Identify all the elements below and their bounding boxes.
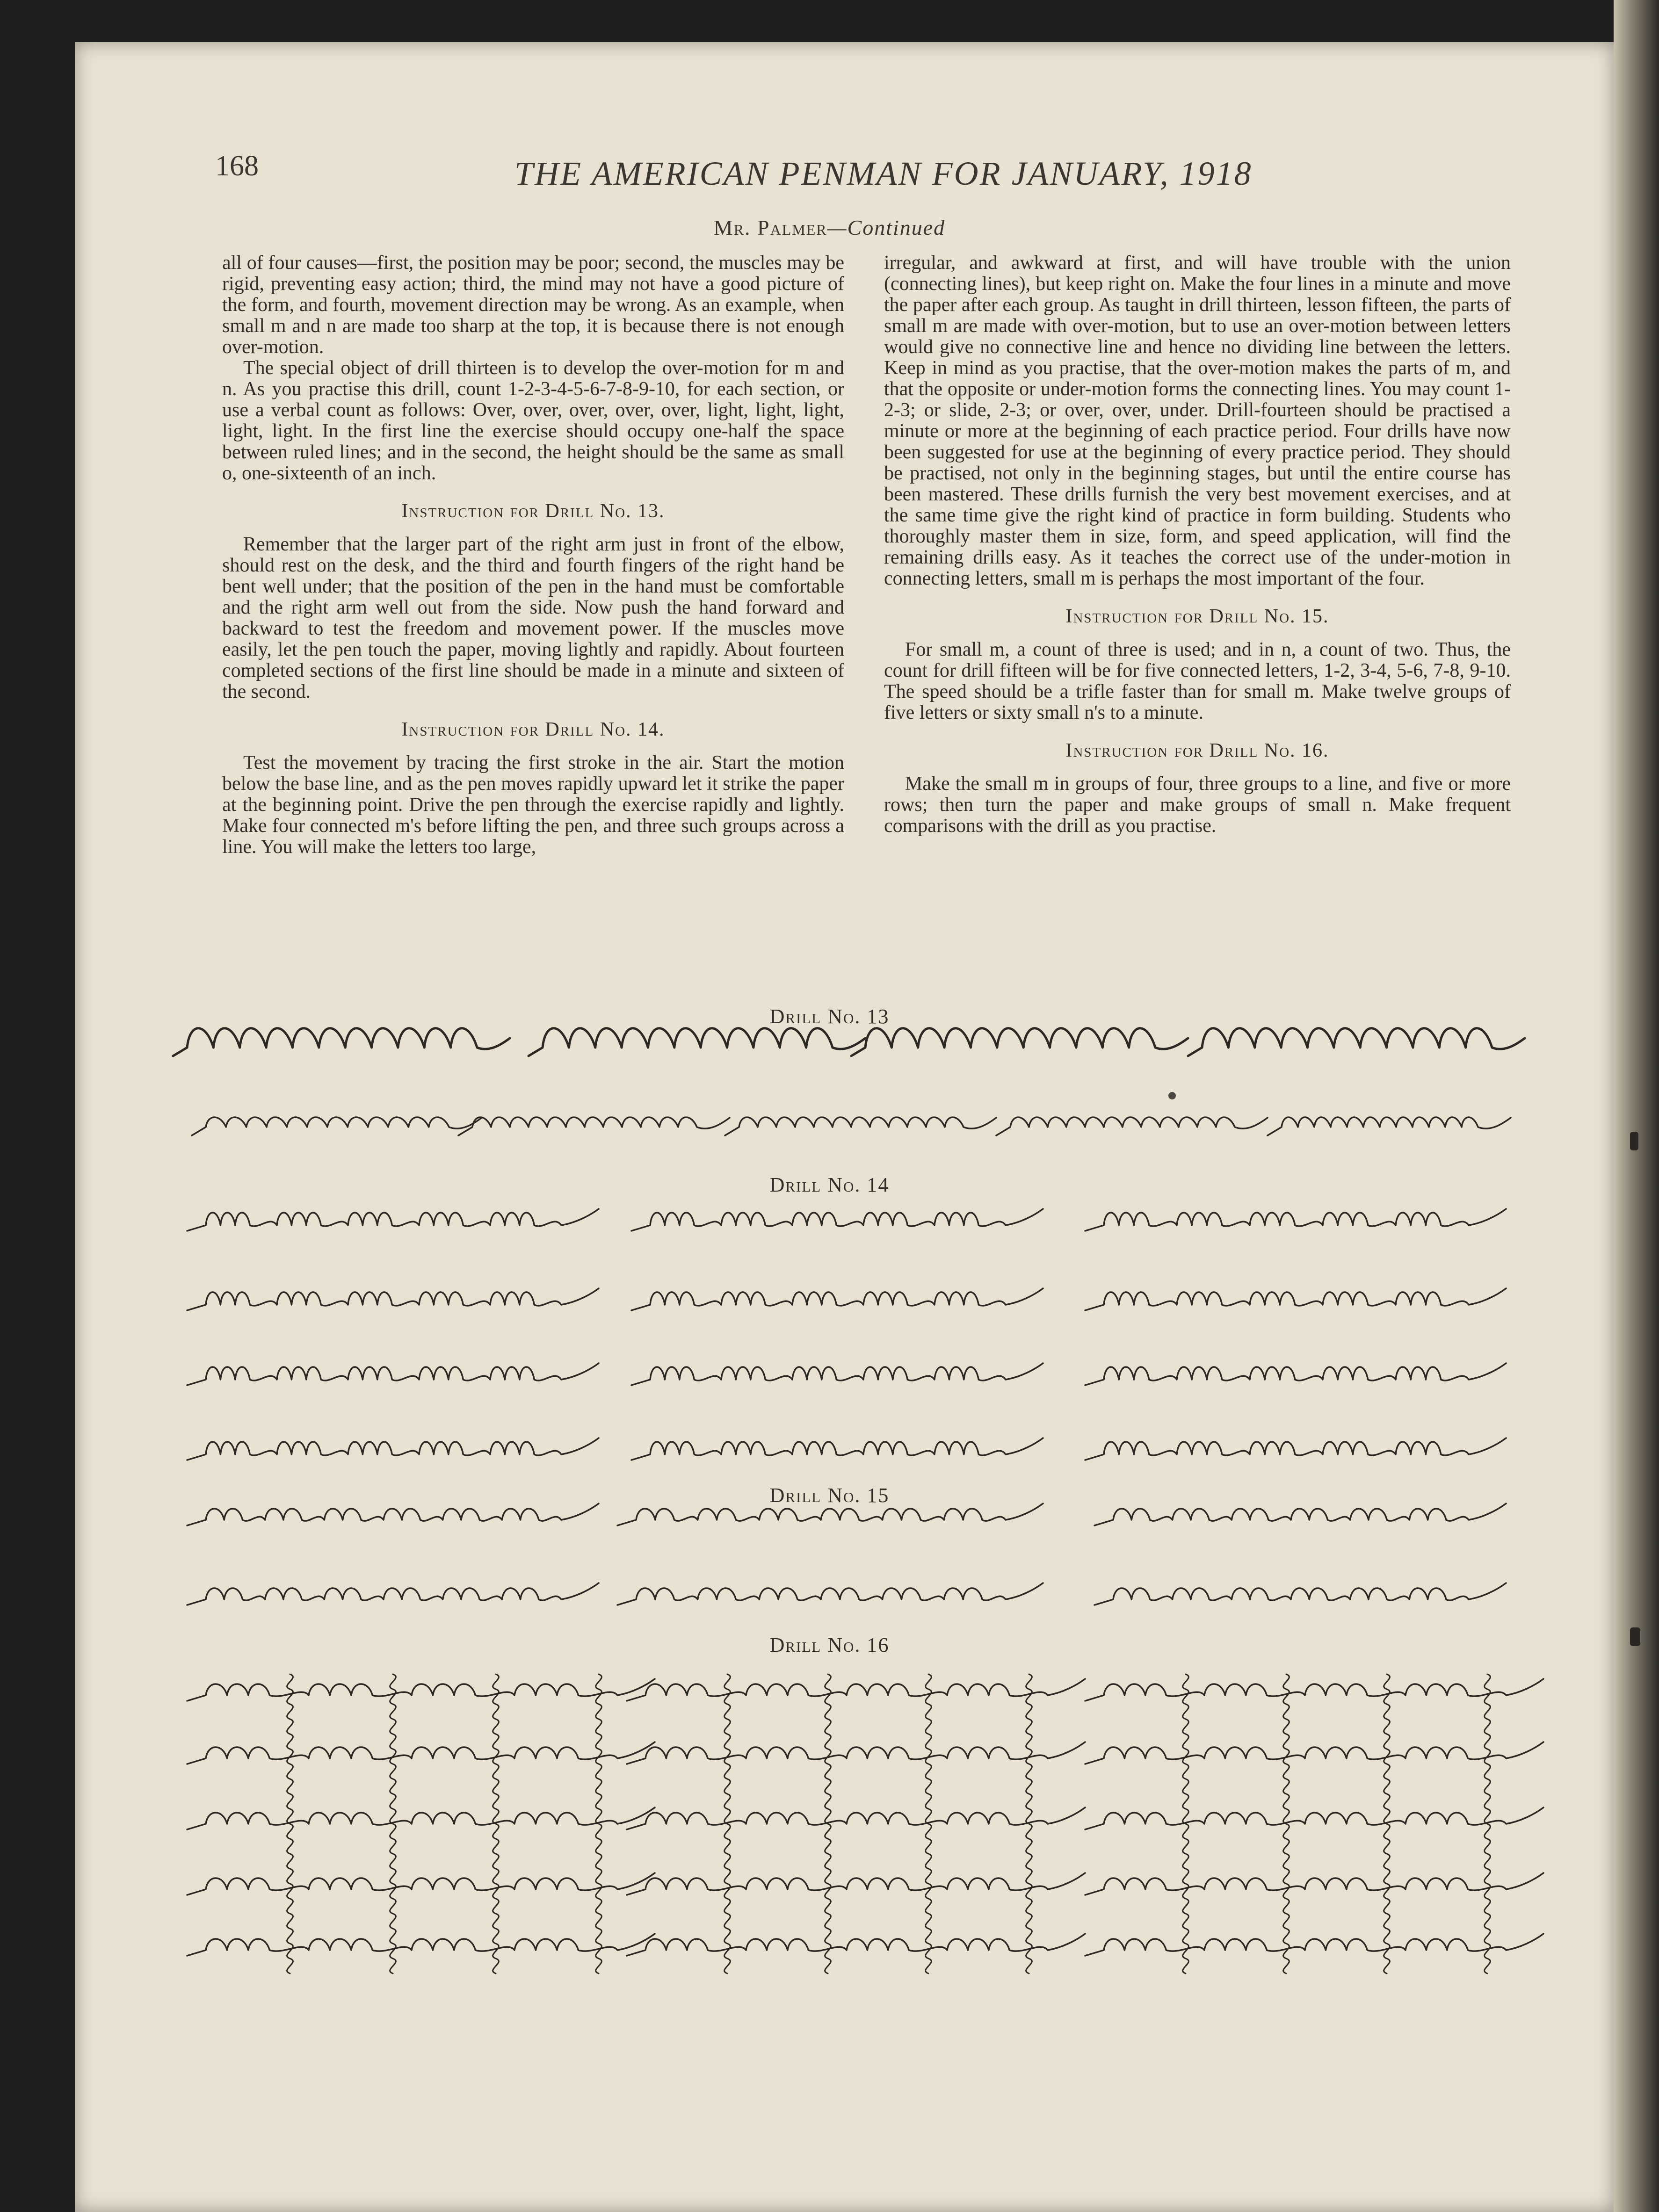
drill-14-title: Drill No. 14 [769, 1173, 890, 1196]
drill-14-stroke [1085, 1209, 1506, 1231]
right-paragraph-2: For small m, a count of three is used; and in n, a count of two. Thus, the count for drill fifteen will be for five connected letters, 1-2, 3-4, 5-6, 7-8, 9-10. The speed should be a trifle faster than for small m. Make twelve groups of five letters or sixty small n's to a minute. [884, 639, 1511, 723]
drill-14-stroke [1085, 1363, 1506, 1385]
left-paragraph-2: The special object of drill thirteen is to develop the over-motion for m and n. As you practise this drill, count 1-2-3-4-5-6-7-8-9-10, for each section, or use a verbal count as follows: Over, over, over, over, over, light, light, light, light, light. In the first line the exercise should occupy one-half the space between ruled lines; and in the second, the height should be the same as small o, one-sixteenth of an inch. [222, 357, 844, 484]
drill-14-stroke [1085, 1288, 1506, 1310]
instruction-heading-15: Instruction for Drill No. 15. [1065, 606, 1329, 627]
ink-spot [1168, 1092, 1176, 1099]
drill-13-stroke [996, 1117, 1268, 1135]
drill-16-stroke [627, 1742, 1085, 1764]
drill-14-stroke [631, 1209, 1043, 1231]
right-paragraph-3: Make the small m in groups of four, three groups to a line, and five or more rows; then turn the paper and make groups of small n. Make frequent comparisons with the drill as you practise. [884, 773, 1511, 837]
left-paragraph-3: Remember that the larger part of the right arm just in front of the elbow, should rest on the desk, and the third and fourth fingers of the right hand be bent well under; that the position of the pen in the hand must be comfortable and the right arm well out from the side. Now push the hand forward and backward to test the freedom and movement power. If the muscles move easily, let the pen touch the paper, moving lightly and rapidly. About fourteen completed sections of the first line should be made in a minute and sixteen of the second. [222, 534, 844, 702]
drill-13-exercises [173, 1028, 1525, 1135]
drill-14-stroke [631, 1288, 1043, 1310]
instruction-heading-14: Instruction for Drill No. 14. [401, 719, 665, 740]
drill-14-exercises [187, 1209, 1506, 1460]
drill-16-title: Drill No. 16 [769, 1634, 890, 1656]
drill-13-stroke [1188, 1028, 1525, 1056]
drill-13-stroke [1268, 1117, 1511, 1135]
drill-13-stroke [529, 1028, 865, 1056]
running-head: THE AMERICAN PENMAN FOR JANUARY, 1918 [514, 155, 1253, 192]
left-paragraph-1: all of four causes—first, the position may be poor; second, the muscles may be rigid, preventing easy action; third, the mind may not have a good picture of the form, and fourth, movement direction may be wrong. As an example, when small m and n are made too sharp at the top, it is because there is not enough over-motion. [222, 252, 844, 358]
drill-14-stroke [187, 1438, 599, 1460]
drill-14-stroke [631, 1438, 1043, 1460]
drill-16-stroke [187, 1679, 655, 1701]
drill-16-stroke [1085, 1679, 1543, 1701]
drill-14-stroke [187, 1288, 599, 1310]
drill-16-stroke [187, 1742, 655, 1764]
drill-15-stroke [1094, 1504, 1506, 1525]
drill-16-stroke [187, 1873, 655, 1895]
binding-mark [1630, 1132, 1638, 1150]
drill-15-stroke [1094, 1583, 1506, 1605]
drill-16-stroke [627, 1807, 1085, 1829]
left-paragraph-4: Test the movement by tracing the first stroke in the air. Start the motion below the base line, and as the pen moves rapidly upward let it strike the paper at the beginning point. Drive the pen through the exercise rapidly and lightly. Make four connected m's before lifting the pen, and three such groups across a line. You will make the letters too large, [222, 752, 844, 858]
drill-14-stroke [187, 1363, 599, 1385]
drill-13-title: Drill No. 13 [769, 1005, 890, 1028]
drill-13-stroke [192, 1117, 482, 1135]
drill-16-exercises [187, 1674, 1543, 1973]
drill-16-stroke [1085, 1807, 1543, 1829]
drill-16-stroke [627, 1679, 1085, 1701]
drill-13-stroke [458, 1117, 730, 1135]
right-paragraph-1: irregular, and awkward at first, and will have trouble with the union (connecting lines), but keep right on. Make the four lines in a minute and move the paper after each group. As taught in drill thirteen, lesson fifteen, the parts of small m are made with over-motion, but to use an over-motion between letters would give no connective line and hence no dividing line between the letters. Keep in mind as you practise, that the over-motion makes the parts of m, and that the opposite or under-motion forms the connecting lines. You may count 1-2-3; or slide, 2-3; or over, over, under. Drill-fourteen should be practised a minute or more at the beginning of each practice period. Four drills have now been suggested for use at the beginning of every practice period. They should be practised, not only in the beginning stages, but until the entire course has been mastered. These drills furnish the very best movement exercises, and at the same time give the right kind of practice in form building. Students who thoroughly master them in size, form, and speed application, will find the remaining drills easy. As it teaches the correct use of the under-motion in connecting letters, small m is perhaps the most important of the four. [884, 252, 1511, 589]
page-number: 168 [215, 150, 259, 182]
drill-16-stroke [627, 1934, 1085, 1956]
drill-13-stroke [173, 1028, 510, 1056]
drill-14-stroke [631, 1363, 1043, 1385]
drill-16-stroke [1085, 1934, 1543, 1956]
drill-15-title: Drill No. 15 [769, 1484, 890, 1507]
drill-15-stroke [187, 1583, 599, 1605]
drill-16-stroke [627, 1873, 1085, 1895]
drill-13-stroke [725, 1117, 996, 1135]
drill-16-stroke [1085, 1873, 1543, 1895]
drill-16-stroke [187, 1807, 655, 1829]
section-continued: —Continued [827, 216, 946, 239]
drill-14-stroke [1085, 1438, 1506, 1460]
drill-16-stroke [187, 1934, 655, 1956]
drill-15-exercises [187, 1504, 1506, 1605]
section-author: Mr. Palmer [713, 216, 827, 239]
instruction-heading-16: Instruction for Drill No. 16. [1065, 740, 1329, 761]
drill-13-stroke [851, 1028, 1188, 1056]
drill-15-stroke [617, 1583, 1043, 1605]
drill-15-stroke [187, 1504, 599, 1525]
drill-14-stroke [187, 1209, 599, 1231]
drill-16-stroke [1085, 1742, 1543, 1764]
drill-15-stroke [617, 1504, 1043, 1525]
instruction-heading-13: Instruction for Drill No. 13. [401, 500, 665, 522]
binding-mark [1630, 1627, 1640, 1646]
